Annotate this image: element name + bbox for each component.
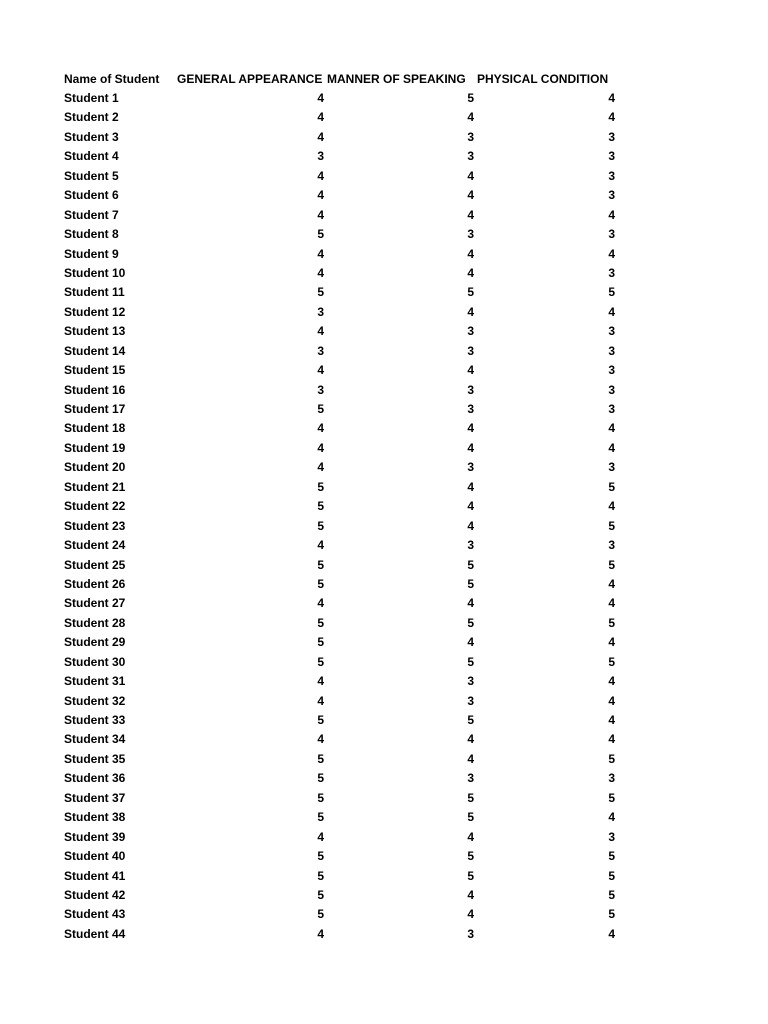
manner-of-speaking-cell: 5 [467, 557, 474, 572]
physical-condition-cell: 4 [608, 693, 615, 708]
general-appearance-cell: 4 [317, 440, 324, 455]
physical-condition-cell: 5 [608, 790, 615, 805]
table-row [64, 575, 624, 594]
table-row [64, 672, 624, 691]
table-row [64, 225, 624, 244]
table-row [64, 439, 624, 458]
table-row [64, 556, 624, 575]
manner-of-speaking-cell: 3 [467, 674, 474, 689]
student-name-cell: Student 31 [64, 674, 126, 689]
physical-condition-cell: 4 [608, 635, 615, 650]
manner-of-speaking-cell: 3 [467, 693, 474, 708]
general-appearance-cell: 4 [317, 538, 324, 553]
general-appearance-cell: 5 [317, 499, 324, 514]
student-name-cell: Student 4 [64, 149, 119, 164]
general-appearance-cell: 3 [317, 304, 324, 319]
manner-of-speaking-cell: 5 [467, 868, 474, 883]
manner-of-speaking-cell: 5 [467, 790, 474, 805]
student-name-cell: Student 34 [64, 732, 126, 747]
physical-condition-cell: 5 [608, 907, 615, 922]
general-appearance-cell: 4 [317, 829, 324, 844]
manner-of-speaking-cell: 3 [467, 538, 474, 553]
student-name-cell: Student 29 [64, 635, 126, 650]
student-name-cell: Student 25 [64, 557, 126, 572]
student-name-cell: Student 33 [64, 713, 126, 727]
student-name-cell: Student 37 [64, 790, 126, 805]
physical-condition-cell: 5 [608, 285, 615, 300]
student-name-cell: Student 18 [64, 421, 126, 436]
physical-condition-cell: 3 [608, 168, 615, 183]
physical-condition-cell: 3 [608, 460, 615, 475]
table-row [64, 711, 624, 730]
physical-condition-cell: 4 [608, 421, 615, 436]
student-name-cell: Student 5 [64, 168, 119, 183]
table-row [64, 847, 624, 866]
general-appearance-cell: 5 [317, 576, 324, 591]
general-appearance-cell: 5 [317, 654, 324, 669]
table-row [64, 769, 624, 788]
student-name-cell: Student 10 [64, 265, 126, 280]
general-appearance-cell: 4 [317, 460, 324, 475]
general-appearance-cell: 5 [317, 713, 324, 727]
physical-condition-cell: 5 [608, 479, 615, 494]
student-name-cell: Student 7 [64, 207, 119, 222]
table-row [64, 653, 624, 672]
student-name-cell: Student 12 [64, 304, 126, 319]
table-row [64, 925, 624, 944]
physical-condition-cell: 5 [608, 518, 615, 533]
general-appearance-cell: 5 [317, 771, 324, 786]
table-row [64, 342, 624, 361]
physical-condition-cell: 3 [608, 324, 615, 339]
physical-condition-cell: 3 [608, 771, 615, 786]
table-row [64, 633, 624, 652]
table-row [64, 303, 624, 322]
general-appearance-cell: 4 [317, 168, 324, 183]
manner-of-speaking-cell: 4 [467, 110, 474, 125]
manner-of-speaking-cell: 4 [467, 829, 474, 844]
student-name-cell: Student 16 [64, 382, 126, 397]
physical-condition-cell: 3 [608, 188, 615, 203]
general-appearance-cell: 4 [317, 926, 324, 941]
physical-condition-cell: 4 [608, 110, 615, 125]
physical-condition-cell: 4 [608, 596, 615, 611]
student-name-cell: Student 42 [64, 887, 126, 902]
student-name-cell: Student 41 [64, 868, 126, 883]
table-row [64, 886, 624, 905]
general-appearance-cell: 4 [317, 265, 324, 280]
table-row [64, 594, 624, 613]
manner-of-speaking-cell: 4 [467, 635, 474, 650]
general-appearance-cell: 4 [317, 732, 324, 747]
table-body [64, 89, 624, 944]
physical-condition-cell: 4 [608, 304, 615, 319]
table-row [64, 614, 624, 633]
student-name-cell: Student 15 [64, 363, 126, 378]
physical-condition-cell: 4 [608, 440, 615, 455]
physical-condition-cell: 3 [608, 343, 615, 358]
general-appearance-cell: 5 [317, 790, 324, 805]
table-row [64, 264, 624, 283]
table-row [64, 692, 624, 711]
manner-of-speaking-cell: 3 [467, 227, 474, 242]
table-row [64, 381, 624, 400]
manner-of-speaking-cell: 4 [467, 732, 474, 747]
table-row [64, 283, 624, 302]
general-appearance-cell: 4 [317, 91, 324, 105]
general-appearance-cell: 3 [317, 382, 324, 397]
table-row [64, 478, 624, 497]
physical-condition-cell: 5 [608, 557, 615, 572]
student-name-cell: Student 13 [64, 324, 126, 339]
physical-condition-cell: 5 [608, 654, 615, 669]
student-name-cell: Student 32 [64, 693, 126, 708]
student-name-cell: Student 44 [64, 926, 126, 941]
table-row [64, 808, 624, 827]
manner-of-speaking-cell: 5 [467, 849, 474, 864]
student-name-cell: Student 21 [64, 479, 126, 494]
physical-condition-cell: 4 [608, 810, 615, 825]
general-appearance-cell: 4 [317, 324, 324, 339]
header-physical-condition: PHYSICAL CONDITION [477, 72, 609, 86]
table-row [64, 167, 624, 186]
table-row [64, 419, 624, 438]
general-appearance-cell: 4 [317, 129, 324, 144]
manner-of-speaking-cell: 4 [467, 246, 474, 261]
table-row [64, 730, 624, 749]
physical-condition-cell: 3 [608, 129, 615, 144]
general-appearance-cell: 4 [317, 207, 324, 222]
physical-condition-cell: 4 [608, 576, 615, 591]
manner-of-speaking-cell: 5 [467, 810, 474, 825]
table-row [64, 400, 624, 419]
manner-of-speaking-cell: 4 [467, 265, 474, 280]
student-name-cell: Student 40 [64, 849, 126, 864]
manner-of-speaking-cell: 3 [467, 149, 474, 164]
manner-of-speaking-cell: 3 [467, 771, 474, 786]
general-appearance-cell: 5 [317, 518, 324, 533]
student-name-cell: Student 39 [64, 829, 126, 844]
manner-of-speaking-cell: 4 [467, 751, 474, 766]
manner-of-speaking-cell: 3 [467, 402, 474, 416]
table-row [64, 361, 624, 380]
student-name-cell: Student 38 [64, 810, 126, 825]
manner-of-speaking-cell: 5 [467, 91, 474, 105]
general-appearance-cell: 4 [317, 674, 324, 689]
table-row [64, 458, 624, 477]
manner-of-speaking-cell: 4 [467, 479, 474, 494]
manner-of-speaking-cell: 4 [467, 168, 474, 183]
general-appearance-cell: 4 [317, 421, 324, 436]
student-name-cell: Student 20 [64, 460, 126, 475]
general-appearance-cell: 5 [317, 887, 324, 902]
manner-of-speaking-cell: 4 [467, 440, 474, 455]
physical-condition-cell: 4 [608, 732, 615, 747]
manner-of-speaking-cell: 3 [467, 129, 474, 144]
physical-condition-cell: 4 [608, 713, 615, 727]
table-row [64, 322, 624, 341]
general-appearance-cell: 4 [317, 110, 324, 125]
general-appearance-cell: 5 [317, 557, 324, 572]
student-name-cell: Student 22 [64, 499, 126, 514]
student-name-cell: Student 8 [64, 227, 119, 242]
general-appearance-cell: 5 [317, 635, 324, 650]
table-row [64, 186, 624, 205]
table-row [64, 108, 624, 127]
student-name-cell: Student 27 [64, 596, 126, 611]
physical-condition-cell: 4 [608, 499, 615, 514]
physical-condition-cell: 5 [608, 615, 615, 630]
general-appearance-cell: 5 [317, 615, 324, 630]
physical-condition-cell: 3 [608, 149, 615, 164]
physical-condition-cell: 5 [608, 751, 615, 766]
table-row [64, 245, 624, 264]
manner-of-speaking-cell: 4 [467, 518, 474, 533]
student-name-cell: Student 23 [64, 518, 126, 533]
table-row [64, 789, 624, 808]
student-name-cell: Student 28 [64, 615, 126, 630]
student-name-cell: Student 19 [64, 440, 126, 455]
student-name-cell: Student 11 [64, 285, 125, 300]
general-appearance-cell: 3 [317, 149, 324, 164]
general-appearance-cell: 4 [317, 596, 324, 611]
manner-of-speaking-cell: 4 [467, 188, 474, 203]
physical-condition-cell: 5 [608, 887, 615, 902]
manner-of-speaking-cell: 3 [467, 926, 474, 941]
physical-condition-cell: 3 [608, 363, 615, 378]
physical-condition-cell: 4 [608, 91, 615, 105]
manner-of-speaking-cell: 4 [467, 363, 474, 378]
manner-of-speaking-cell: 3 [467, 460, 474, 475]
student-name-cell: Student 2 [64, 110, 119, 125]
physical-condition-cell: 3 [608, 538, 615, 553]
table-row [64, 867, 624, 886]
student-name-cell: Student 36 [64, 771, 126, 786]
table-row [64, 497, 624, 516]
student-name-cell: Student 6 [64, 188, 119, 203]
manner-of-speaking-cell: 4 [467, 499, 474, 514]
physical-condition-cell: 5 [608, 849, 615, 864]
physical-condition-cell: 5 [608, 868, 615, 883]
table-row [64, 828, 624, 847]
manner-of-speaking-cell: 5 [467, 654, 474, 669]
manner-of-speaking-cell: 3 [467, 324, 474, 339]
general-appearance-cell: 3 [317, 343, 324, 358]
student-name-cell: Student 17 [64, 402, 126, 416]
physical-condition-cell: 3 [608, 227, 615, 242]
manner-of-speaking-cell: 5 [467, 713, 474, 727]
general-appearance-cell: 5 [317, 810, 324, 825]
manner-of-speaking-cell: 3 [467, 382, 474, 397]
table-row [64, 536, 624, 555]
general-appearance-cell: 4 [317, 693, 324, 708]
manner-of-speaking-cell: 3 [467, 343, 474, 358]
student-name-cell: Student 26 [64, 576, 126, 591]
student-name-cell: Student 3 [64, 129, 119, 144]
general-appearance-cell: 5 [317, 907, 324, 922]
header-manner-of-speaking: MANNER OF SPEAKING [327, 72, 466, 86]
physical-condition-cell: 4 [608, 926, 615, 941]
header-row [64, 69, 624, 89]
general-appearance-cell: 5 [317, 227, 324, 242]
table-row [64, 128, 624, 147]
manner-of-speaking-cell: 4 [467, 421, 474, 436]
header-name-of-student: Name of Student [64, 72, 160, 86]
physical-condition-cell: 3 [608, 265, 615, 280]
physical-condition-cell: 3 [608, 829, 615, 844]
student-name-cell: Student 24 [64, 538, 126, 553]
general-appearance-cell: 5 [317, 751, 324, 766]
general-appearance-cell: 5 [317, 479, 324, 494]
student-name-cell: Student 14 [64, 343, 126, 358]
table-row [64, 206, 624, 225]
student-name-cell: Student 43 [64, 907, 126, 922]
general-appearance-cell: 5 [317, 285, 324, 300]
manner-of-speaking-cell: 5 [467, 285, 474, 300]
general-appearance-cell: 5 [317, 849, 324, 864]
general-appearance-cell: 4 [317, 188, 324, 203]
student-name-cell: Student 9 [64, 246, 119, 261]
table-row [64, 147, 624, 166]
student-name-cell: Student 1 [64, 91, 119, 105]
general-appearance-cell: 4 [317, 363, 324, 378]
physical-condition-cell: 4 [608, 674, 615, 689]
general-appearance-cell: 5 [317, 868, 324, 883]
manner-of-speaking-cell: 5 [467, 576, 474, 591]
manner-of-speaking-cell: 4 [467, 887, 474, 902]
table-row [64, 905, 624, 924]
physical-condition-cell: 3 [608, 402, 615, 416]
student-name-cell: Student 35 [64, 751, 126, 766]
table-row [64, 89, 624, 108]
manner-of-speaking-cell: 4 [467, 304, 474, 319]
manner-of-speaking-cell: 4 [467, 907, 474, 922]
physical-condition-cell: 4 [608, 207, 615, 222]
general-appearance-cell: 5 [317, 402, 324, 416]
general-appearance-cell: 4 [317, 246, 324, 261]
table-row [64, 750, 624, 769]
manner-of-speaking-cell: 4 [467, 207, 474, 222]
manner-of-speaking-cell: 4 [467, 596, 474, 611]
spreadsheet [64, 69, 624, 944]
student-name-cell: Student 30 [64, 654, 126, 669]
physical-condition-cell: 3 [608, 382, 615, 397]
header-general-appearance: GENERAL APPEARANCE [177, 72, 323, 86]
physical-condition-cell: 4 [608, 246, 615, 261]
table-row [64, 517, 624, 536]
manner-of-speaking-cell: 5 [467, 615, 474, 630]
